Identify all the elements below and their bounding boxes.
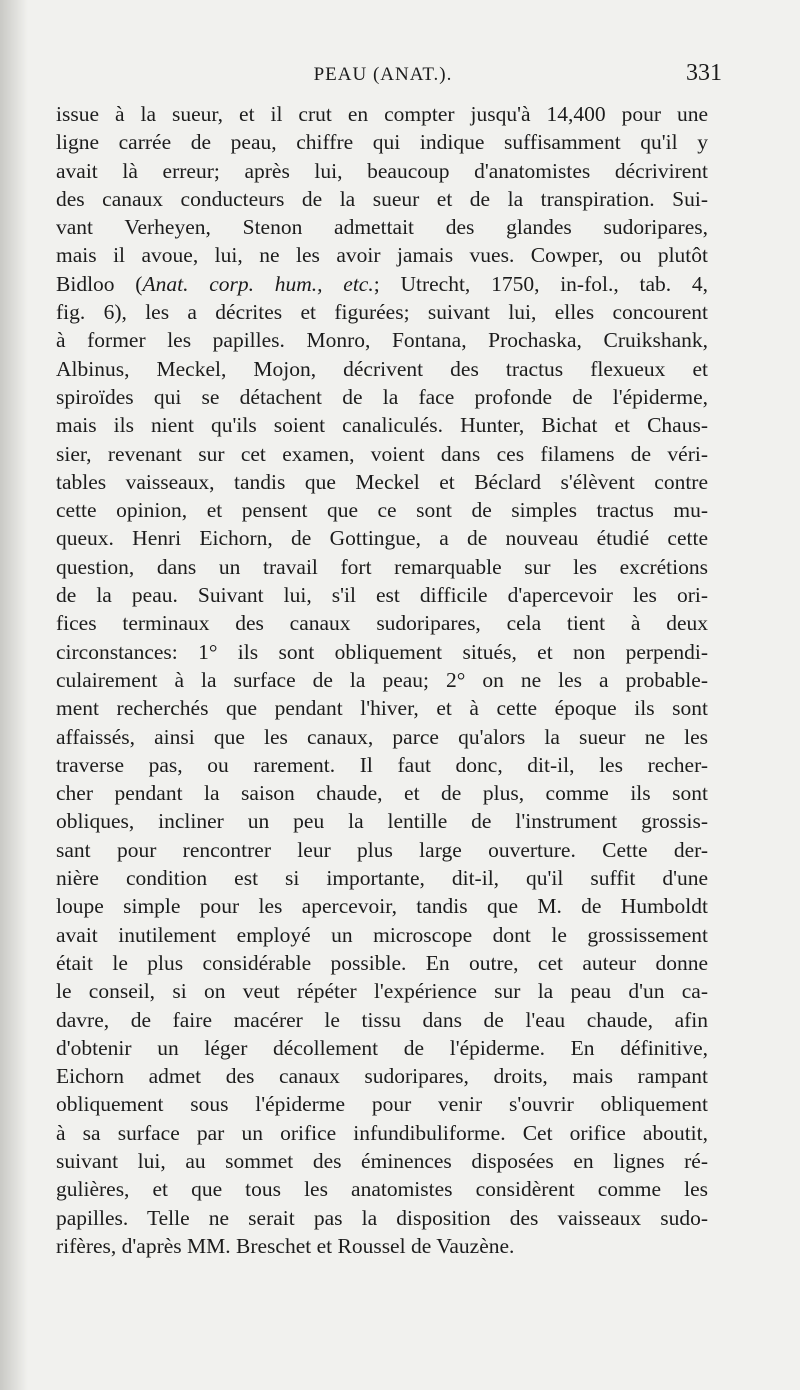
text-line: sier, revenant sur cet examen, voient dans ces filamens de véri-: [56, 441, 708, 466]
text-line: Eichorn admet des canaux sudoripares, droits, mais rampant: [56, 1064, 708, 1089]
text-line: avait inutilement employé un microscope dont le grossissement: [56, 922, 708, 947]
text-line: traverse pas, ou rarement. Il faut donc, dit-il, les recher-: [56, 752, 708, 777]
text-line-citation: [56, 270, 708, 298]
text-line: mais ils nient qu'ils soient canaliculés. Hunter, Bichat et Chaus-: [56, 413, 708, 438]
text-line: vant Verheyen, Stenon admettait des glandes sudoripares,: [56, 215, 708, 240]
citation-prefix: Bidloo (: [56, 271, 143, 296]
text-line: à sa surface par un orifice infundibuliforme. Cet orifice aboutit,: [56, 1120, 708, 1145]
body-text: [56, 100, 708, 1260]
text-line: tables vaisseaux, tandis que Meckel et Béclard s'élèvent contre: [56, 469, 708, 494]
running-title: PEAU (ANAT.).: [313, 64, 453, 85]
text-line: suivant lui, au sommet des éminences disposées en lignes ré-: [56, 1148, 708, 1173]
text-line: nière condition est si importante, dit-il, qu'il suffit d'une: [56, 866, 708, 891]
text-line: obliques, incliner un peu la lentille de l'instrument grossis-: [56, 809, 708, 834]
text-line: d'obtenir un léger décollement de l'épiderme. En définitive,: [56, 1035, 708, 1060]
text-line: le conseil, si on veut répéter l'expérience sur la peau d'un ca-: [56, 979, 708, 1004]
text-line: question, dans un travail fort remarquable sur les excrétions: [56, 554, 708, 579]
text-line: issue à la sueur, et il crut en compter jusqu'à 14,400 pour une: [56, 102, 708, 126]
text-line: gulières, et que tous les anatomistes considèrent comme les: [56, 1177, 708, 1202]
text-line: spiroïdes qui se détachent de la face profonde de l'épiderme,: [56, 384, 708, 409]
page-header: [56, 60, 722, 90]
text-line: mais il avoue, lui, ne les avoir jamais vues. Cowper, ou plutôt: [56, 243, 708, 268]
text-line: fices terminaux des canaux sudoripares, cela tient à deux: [56, 611, 708, 636]
text-line: davre, de faire macérer le tissu dans de l'eau chaude, afin: [56, 1007, 708, 1032]
text-line: culairement à la surface de la peau; 2° on ne les a probable-: [56, 667, 708, 692]
text-line: fig. 6), les a décrites et figurées; suivant lui, elles concourent: [56, 300, 708, 325]
text-line-final: rifères, d'après MM. Breschet et Roussel de Vauzène.: [56, 1233, 515, 1258]
text-line: Albinus, Meckel, Mojon, décrivent des tractus flexueux et: [56, 356, 708, 381]
text-line: avait là erreur; après lui, beaucoup d'anatomistes décrivirent: [56, 158, 708, 183]
text-line: loupe simple pour les apercevoir, tandis que M. de Humboldt: [56, 894, 708, 919]
text-line: de la peau. Suivant lui, s'il est difficile d'apercevoir les ori-: [56, 583, 708, 608]
citation-title: Anat. corp. hum., etc.: [142, 271, 374, 296]
text-line: à former les papilles. Monro, Fontana, Prochaska, Cruikshank,: [56, 328, 708, 353]
text-line: était le plus considérable possible. En outre, cet auteur donne: [56, 950, 708, 975]
text-line: cette opinion, et pensent que ce sont de simples tractus mu-: [56, 498, 708, 523]
text-line: ligne carrée de peau, chiffre qui indique suffisamment qu'il y: [56, 130, 708, 155]
text-line: affaissés, ainsi que les canaux, parce qu'alors la sueur ne les: [56, 724, 708, 749]
page-number: 331: [686, 60, 722, 86]
text-line: papilles. Telle ne serait pas la disposition des vaisseaux sudo-: [56, 1205, 708, 1230]
text-line: circonstances: 1° ils sont obliquement situés, et non perpendi-: [56, 639, 708, 664]
text-line: sant pour rencontrer leur plus large ouverture. Cette der-: [56, 837, 708, 862]
text-line: ment recherchés que pendant l'hiver, et à cette époque ils sont: [56, 696, 708, 721]
text-line: cher pendant la saison chaude, et de plus, comme ils sont: [56, 781, 708, 806]
text-line: queux. Henri Eichorn, de Gottingue, a de nouveau étudié cette: [56, 526, 708, 551]
binding-shadow: [0, 0, 28, 1390]
citation-suffix: ; Utrecht, 1750, in-fol., tab. 4,: [373, 271, 709, 296]
text-line: obliquement sous l'épiderme pour venir s'ouvrir obliquement: [56, 1092, 708, 1117]
text-line: des canaux conducteurs de la sueur et de la transpiration. Sui-: [56, 186, 708, 211]
